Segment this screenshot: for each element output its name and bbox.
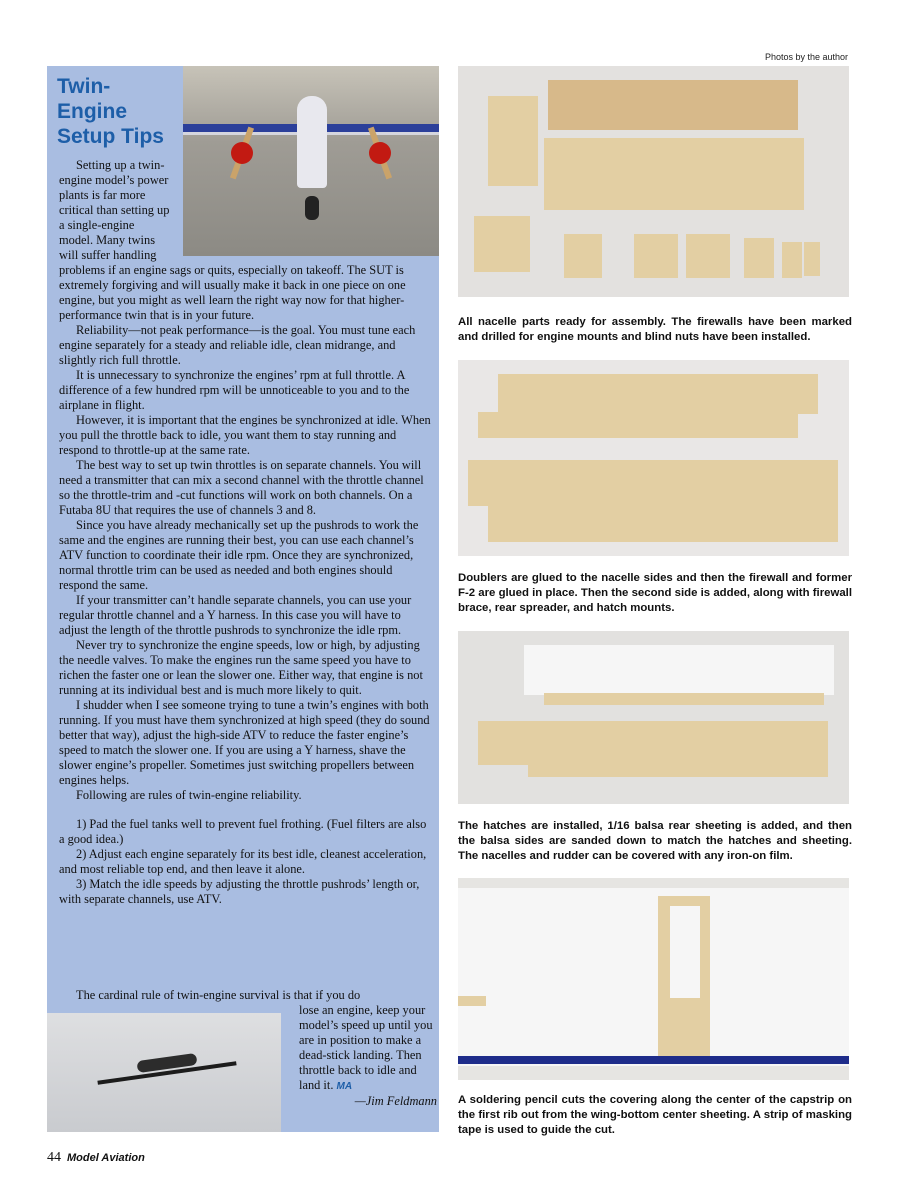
title-line: Engine (57, 100, 128, 123)
twin-plane-flight-photo (47, 1013, 281, 1132)
wing-covering-photo (458, 878, 849, 1080)
paragraph: Never try to synchronize the engine speeds, low or high, by adjusting the needle valves. To make the engines run the same speed you have to richen the faster one or lean the slower one. Either way, that engine is not running at its individual best and is much more likely to quit. (59, 638, 423, 697)
nacelle-parts-photo (458, 66, 849, 297)
paragraph: However, it is important that the engines be synchronized at idle. When you pull the throttle back to idle, you want them to stay running and respond to throttle-up at the same rate. (59, 413, 431, 457)
rule-item: 1) Pad the fuel tanks well to prevent fuel frothing. (Fuel filters are also a good idea.) (59, 817, 427, 846)
page-footer (47, 1150, 145, 1166)
page-number: 44 (47, 1150, 61, 1165)
rule-item: 2) Adjust each engine separately for its best idle, cleanest acceleration, and most reliable top end, and then leave it alone. (59, 847, 427, 876)
caption-3: The hatches are installed, 1/16 balsa rear sheeting is added, and then the balsa sides are sanded down to match the hatches and sheeting. The nacelles and rudder can be covered with any iron-on film. (458, 820, 852, 862)
setup-tips-sidebar (47, 66, 439, 1132)
paragraph: The best way to set up twin throttles is on separate channels. You will need a transmitter that can mix a second channel with the throttle channel so the throttle-trim and -cut functions will work on both channels. On a Futaba 8U that requires the use of channels 3 and 8. (59, 458, 424, 517)
sidebar-title (57, 74, 164, 149)
cardinal-text: lose an engine, keep your model’s speed up until you are in position to make a dead-stick landing. Then throttle back to idle and land it. (299, 1003, 433, 1092)
paragraph: Since you have already mechanically set up the pushrods to work the same and the engines are running their best, you can use each channel’s ATV function to coordinate their idle rpm. Once they are synchronized, normal throttle trim can be used as needed and both engines should respond the same. (59, 518, 419, 592)
caption-2: Doublers are glued to the nacelle sides and then the firewall and former F-2 are glued in place. Then the second side is added, along with firewall brace, rear spreader, and hatch mounts. (458, 572, 852, 614)
paragraph: I shudder when I see someone trying to tune a twin’s engines with both running. If you must have them synchronized at high speed (they do sound better that way), adjust the high-side ATV to reduce the faster engine’s speed to match the slower one. If you are using a Y harness, shave the slower engine’s propeller. Sometimes just switching propellers between engines helps. (59, 698, 430, 787)
magazine-name: Model Aviation (67, 1152, 145, 1164)
paragraph: Setting up a twin-engine model’s power plants is far more critical than setting up a single-engine model. Many twins will suffer handling problems if an engine sags or quits, especially on takeoff. The SUT is extremely forgiving and will usually make it back in one piece on one engine, but you might as well learn the right way now for that higher-performance twin that is in your future. (59, 158, 406, 322)
author-signature: —Jim Feldmann (354, 1094, 437, 1108)
title-line: Setup Tips (57, 125, 164, 148)
covered-nacelles-photo (458, 631, 849, 804)
paragraph: Reliability—not peak performance—is the goal. You must tune each engine separately for a steady and reliable idle, clean midrange, and slightly rich full throttle. (59, 323, 416, 367)
sidebar-body (59, 158, 431, 907)
rule-item: 3) Match the idle speeds by adjusting the throttle pushrods’ length or, with separate channels, use ATV. (59, 877, 420, 906)
end-mark: MA (336, 1081, 353, 1092)
cardinal-rule-end (299, 1003, 437, 1109)
nacelle-assembly-photo (458, 360, 849, 556)
cardinal-rule-lead: The cardinal rule of twin-engine survival is that if you do (76, 988, 361, 1002)
caption-1: All nacelle parts ready for assembly. The firewalls have been marked and drilled for engine mounts and blind nuts have been installed. (458, 316, 852, 343)
caption-4: A soldering pencil cuts the covering along the center of the capstrip on the first rib out from the wing-bottom center sheeting. A strip of masking tape is used to guide the cut. (458, 1094, 852, 1136)
paragraph: It is unnecessary to synchronize the engines’ rpm at full throttle. A difference of a few hundred rpm will be unnoticeable to you and to the airplane in flight. (59, 368, 410, 412)
paragraph: Following are rules of twin-engine reliability. (76, 788, 302, 802)
photo-credit: Photos by the author (764, 52, 848, 62)
paragraph: If your transmitter can’t handle separate channels, you can use your regular throttle channel and a Y harness. In this case you will have to adjust the length of the throttle pushrods to synchronize the idle rpm. (59, 593, 412, 637)
title-line: Twin- (57, 75, 111, 98)
